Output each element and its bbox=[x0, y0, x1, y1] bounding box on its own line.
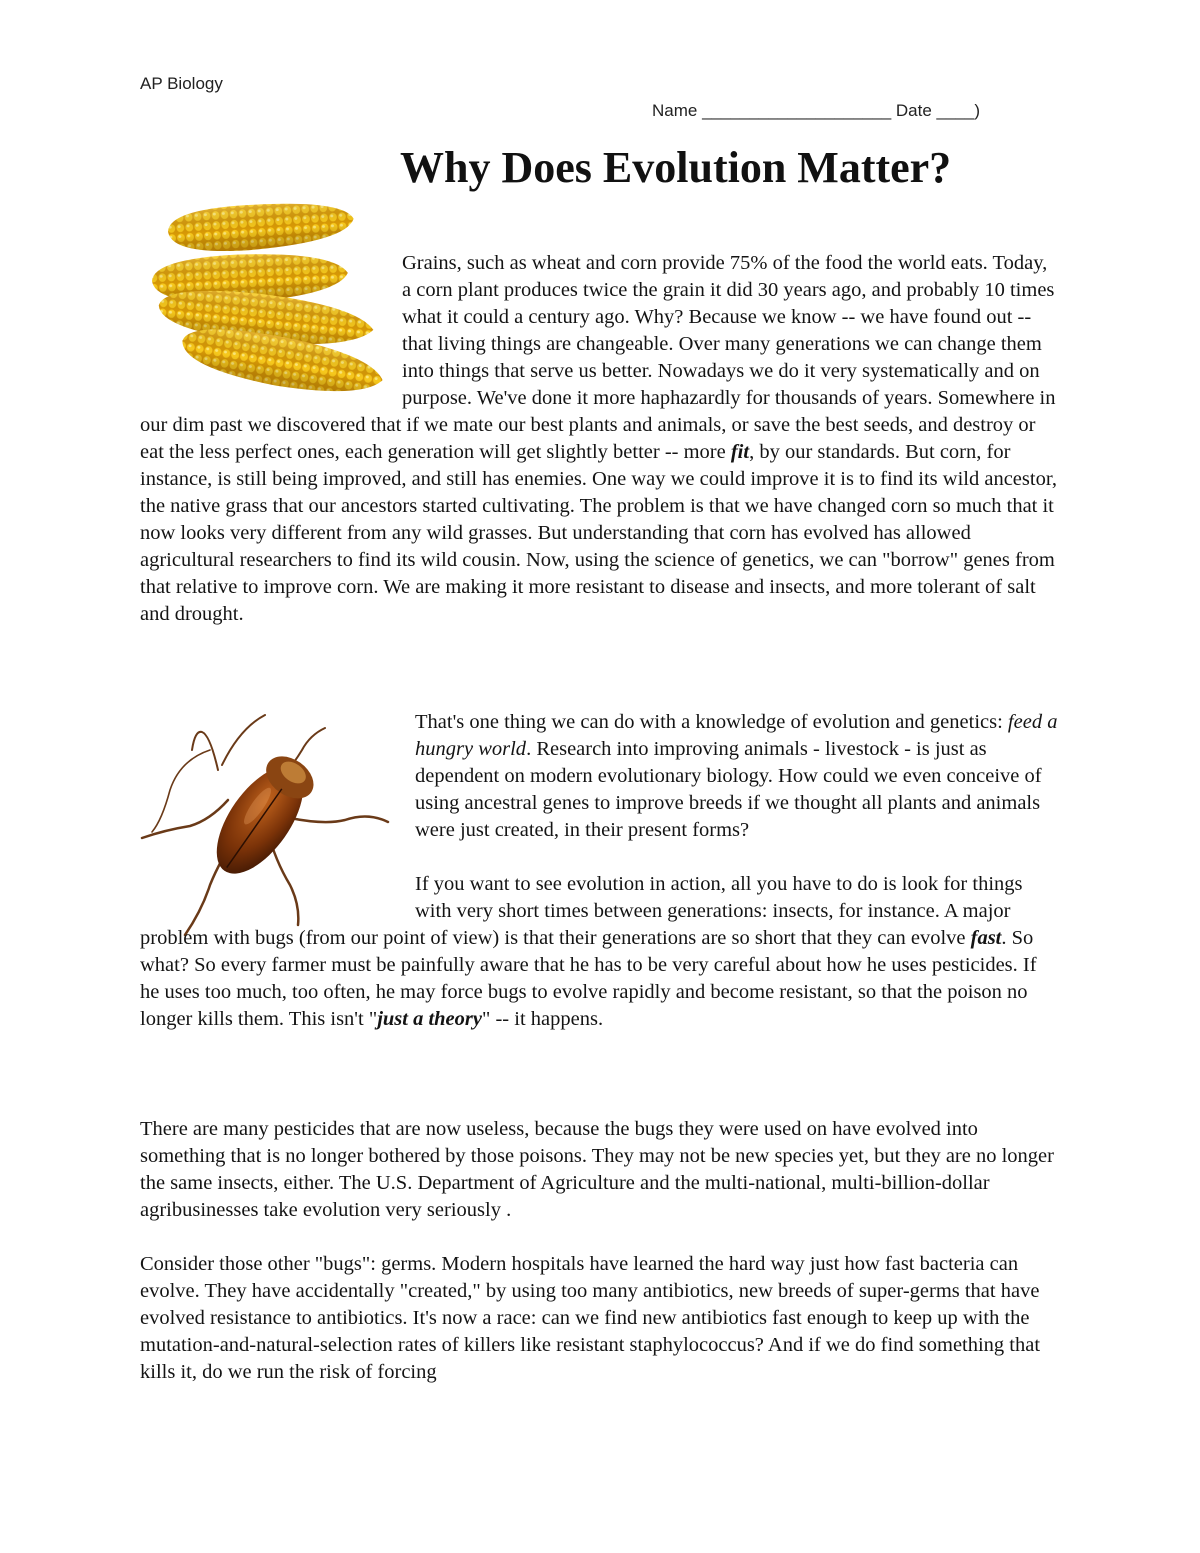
corn-cob bbox=[167, 198, 356, 256]
paragraph-grains bbox=[140, 250, 1060, 628]
insects-text: If you want to see evolution in action, all you have to do is look for things with very short times between generations: insects, for instance. A major problem with bugs (from our point of view) is that their generations are so short that they can evolve bbox=[140, 873, 1023, 949]
paragraph-feed-world bbox=[140, 709, 1060, 1033]
feed-world-text-cont: . Research into improving animals - livestock - is just as dependent on modern evolutionary biology. How could we even conceive of using ancestral genes to improve breeds if we thought all plants and animals were just created, in their present forms? bbox=[415, 738, 1042, 841]
insects-text-cont: . So what? So every farmer must be painfully aware that he has to be very careful about how he uses pesticides. If he uses too much, too often, he may force bugs to evolve rapidly and become resistant, so that the poison no longer kills them. This isn't " bbox=[140, 927, 1037, 1030]
grains-text: Grains, such as wheat and corn provide 75% of the food the world eats. Today, a corn plant produces twice the grain it did 30 years ago, and probably 10 times what it could a century ago. Why? Because we know -- we have found out -- that living things are changeable. Over many generations we can change them into things that serve us better. Nowadays we do it very systematically and on purpose. We've done it more haphazardly for thousands of years. Somewhere in our dim past we discovered that if we mate our best plants and animals, or save the best seeds, and destroy or eat the less perfect ones, each generation will get slightly better -- more bbox=[140, 252, 1056, 463]
emphasis-feed-hungry-world: feed a hungry world bbox=[415, 711, 1058, 760]
germs-text: Consider those other "bugs": germs. Modern hospitals have learned the hard way just how fast bacteria can evolve. They have accidentally "created," by using too many antibiotics, new breeds of super-germs that have evolved resistance to antibiotics. It's now a race: can we find new antibiotics fast enough to keep up with the mutation-and-natural-selection rates of killers like resistant staphylococcus? And if we do find something that kills it, do we run the risk of forcing bbox=[140, 1253, 1041, 1383]
name-date-line: Name ____________________ Date ____) bbox=[652, 101, 980, 120]
emphasis-fast: fast bbox=[970, 927, 1002, 949]
page-title: Why Does Evolution Matter? bbox=[400, 143, 952, 192]
course-label: AP Biology bbox=[140, 74, 223, 93]
emphasis-just-a-theory: just a theory bbox=[377, 1008, 482, 1030]
grains-text-cont: , by our standards. But corn, for instance, is still being improved, and still has enemies. One way we could improve it is to find its wild ancestor, the native grass that our ancestors started cultivating. The problem is that we have changed corn so much that it now looks very different from any wild grasses. But understanding that corn has evolved has allowed agricultural researchers to find its wild cousin. Now, using the science of genetics, we can "borrow" genes from that relative to improve corn. We are making it more resistant to disease and insects, and more tolerant of salt and drought. bbox=[140, 441, 1057, 625]
insects-text-end: " -- it happens. bbox=[481, 1008, 604, 1030]
emphasis-fit: fit bbox=[730, 441, 750, 463]
paragraph-pesticides bbox=[140, 1116, 1060, 1224]
pesticides-text: There are many pesticides that are now useless, because the bugs they were used on have evolved into something that is no longer bothered by those poisons. They may not be new species yet, but they are no longer the same insects, either. The U.S. Department of Agriculture and the multi-national, multi-billion-dollar agribusinesses take evolution very seriously . bbox=[140, 1118, 1054, 1221]
paragraph-germs bbox=[140, 1251, 1060, 1386]
feed-world-text: That's one thing we can do with a knowledge of evolution and genetics: bbox=[415, 711, 1008, 733]
